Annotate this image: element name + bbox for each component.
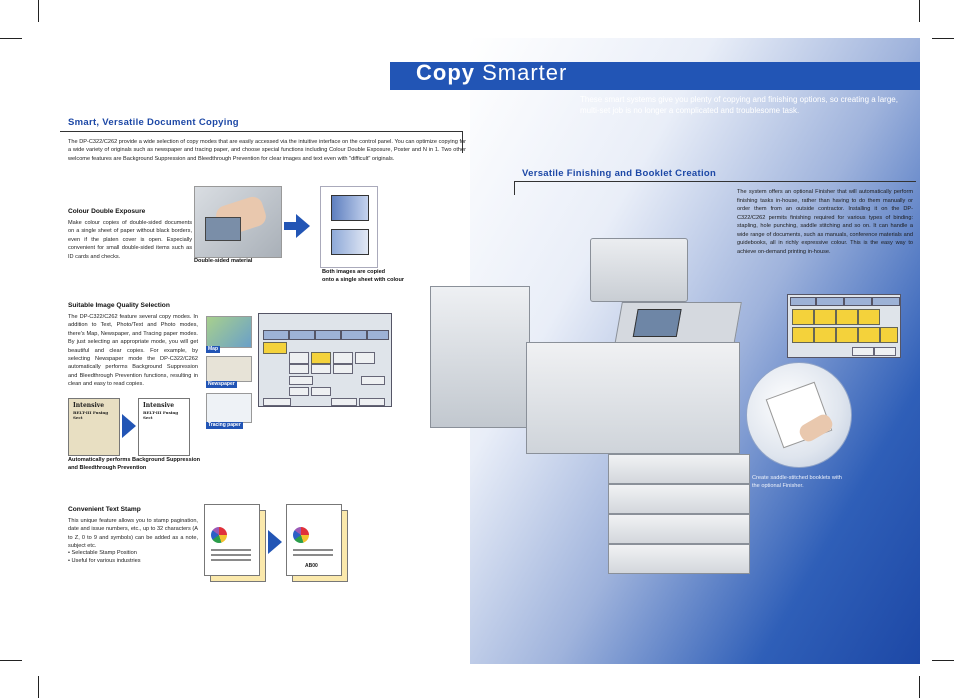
slider-left [289,376,313,385]
slider-right [311,387,331,396]
finishing-body: The system offers an optional Finisher that will automatically perform finishing tasks in-house, rather than having to do them manually or order them from an outside contractor. Installing it on the DP-C322/C262 permits finishing required for various types of binding: stapling, hole punching, saddle stitching and so on. It can handle a wide range of documents, such as manuals, conference materials and guidebooks, all in richly expressive colour. This is the easy way to achieve on-demand printing in-house. [737,189,913,255]
copier-panel [614,302,742,346]
copier-top [590,238,688,302]
colour-double-body: Make colour copies of double-sided documents on a single sheet of paper without black borders, even if the platen cover is open. Especially convenient for small double-sided items such as ID cards and checks. [68,220,192,260]
mode-button [333,352,353,364]
crop-mark [932,660,954,661]
colour-double-heading: Colour Double Exposure [68,208,146,215]
newspaper-title: Intensive [143,402,175,409]
booklet-caption-1: Create saddle-stitched booklets with [752,475,842,481]
finisher-tab [790,297,816,306]
crop-mark [0,38,22,39]
copied-newspaper [138,398,190,456]
scanner-photo [194,186,282,258]
crop-mark [0,660,22,661]
original-newspaper [68,398,120,456]
page-title: Copy Smarter [416,60,568,85]
id-card-result [320,186,378,268]
background-suppression-caption-1: Automatically performs Background Suppression [68,457,201,463]
finisher-settings-screen [787,294,901,358]
mode-tab [367,330,389,340]
copier-body [526,342,740,454]
text-stamp-heading: Convenient Text Stamp [68,506,141,513]
finisher-option [858,327,880,343]
mode-button [333,364,353,374]
section-title-copying: Smart, Versatile Document Copying [68,117,239,128]
finisher-option [836,327,858,343]
newspaper-title: Intensive [73,402,105,409]
section-rule [60,131,462,132]
paper-drawer [608,484,750,514]
newspaper-label: Newspaper [208,381,235,387]
copied-caption-2: onto a single sheet with colour [322,277,405,283]
paper-drawer [608,514,750,544]
finisher-tab [872,297,900,306]
finisher-option [814,327,836,343]
mode-button [355,352,375,364]
copied-caption-1: Both images are copied [322,269,386,275]
finisher-option [880,327,898,343]
newspaper-thumbnail [206,356,252,382]
newspaper-subtitle: BELT-III Fusing Sect [73,410,109,420]
tracing-label: Tracing paper [208,422,241,428]
mode-tab [263,330,289,340]
arrow-right-icon [122,414,136,438]
ok-button [331,398,357,406]
image-quality-body: The DP-C322/C262 feature several copy modes. In addition to Text, Photo/Text and Photo modes, there's Map, Newspaper, and Tracing paper modes. By just selecting an appropriate mode, you will get beautiful and clear copies. For example, by selecting Newspaper mode the DP-C322/C262 automatically performs Background Suppression and Bleedthrough Prevention functions, resulting in clean and easy to read copies. [68,314,198,388]
background-suppression-caption-2: and Bleedthrough Prevention [68,465,147,471]
section-rule-vertical [514,181,515,195]
finisher-option [792,309,814,325]
text-line [293,554,333,556]
arrow-stem [284,222,296,230]
mode-tab [315,330,341,340]
section-body-copying: The DP-C322/C262 provide a wide selection of copy modes that are easily accessed via the intuitive interface on the control panel. You can optimize copying for a wide variety of originals such as newspaper and tracing paper, and choose special functions including Colour Double Exposure, Poster and N in 1. Two other welcome features are Background Suppression and Bleedthrough Prevention for clear images and text even with "difficult" originals. [68,139,466,162]
section-rule [514,181,916,182]
finisher-option [814,309,836,325]
text-stamp-body: This unique feature allows you to stamp pagination, date and issue numbers, etc., up to 32 characters (A to Z, 0 to 9 and symbols) can be added as a note, subject etc. [68,518,198,550]
ok-button [852,347,874,356]
finisher-unit [430,286,530,428]
text-line [211,554,251,556]
mode-button [263,342,287,354]
stamp-bullet-1: • Selectable Stamp Position [68,550,137,556]
paper-drawer [608,544,750,574]
finisher-tab [844,297,872,306]
finisher-option [858,309,880,325]
paper-drawer [608,454,750,484]
text-line [211,559,251,561]
pie-graphic [293,527,309,543]
stamp-page-after [286,504,342,576]
text-line [293,549,333,551]
mode-tab [289,330,315,340]
slider-left [289,387,309,396]
arrow-right-icon [268,530,282,554]
copier-machine [430,230,760,630]
crop-mark [919,676,920,698]
crop-mark [38,0,39,22]
mode-button [289,364,309,374]
image-quality-heading: Suitable Image Quality Selection [68,302,170,309]
arrow-right-icon [296,214,310,238]
text-line [211,549,251,551]
id-card-back [331,229,369,255]
stamp-code: AB00 [305,563,318,569]
mode-button [289,352,309,364]
crop-mark [932,38,954,39]
double-sided-caption: Double-sided material [194,258,253,264]
booklet-caption-2: the optional Finisher. [752,483,804,489]
cancel-button [874,347,896,356]
finisher-option [836,309,858,325]
pie-graphic [211,527,227,543]
crop-mark [38,676,39,698]
cancel-button [359,398,385,406]
slider-right [361,376,385,385]
stamp-page-before [204,504,260,576]
finisher-option [792,327,814,343]
id-card-front [331,195,369,221]
stamp-bullet-2: • Useful for various industries [68,558,141,564]
finisher-tab [816,297,844,306]
section-title-finishing: Versatile Finishing and Booklet Creation [522,168,717,179]
copy-mode-screen [258,313,392,407]
mode-button [311,364,331,374]
intro-text: These smart systems give you plenty of copying and finishing options, so creating a large, multi-set job is no longer a complicated and troublesome task. [580,95,898,115]
newspaper-subtitle: BELT-III Fusing Sect [143,410,179,420]
mode-button [311,352,331,364]
map-label: Map [208,346,218,352]
card-shape [205,217,241,241]
mode-tab [341,330,367,340]
booklet-photo [746,362,852,468]
tracing-thumbnail [206,393,252,423]
ok-button [263,398,291,406]
crop-mark [919,0,920,22]
copier-screen [633,309,682,337]
map-thumbnail [206,316,252,348]
